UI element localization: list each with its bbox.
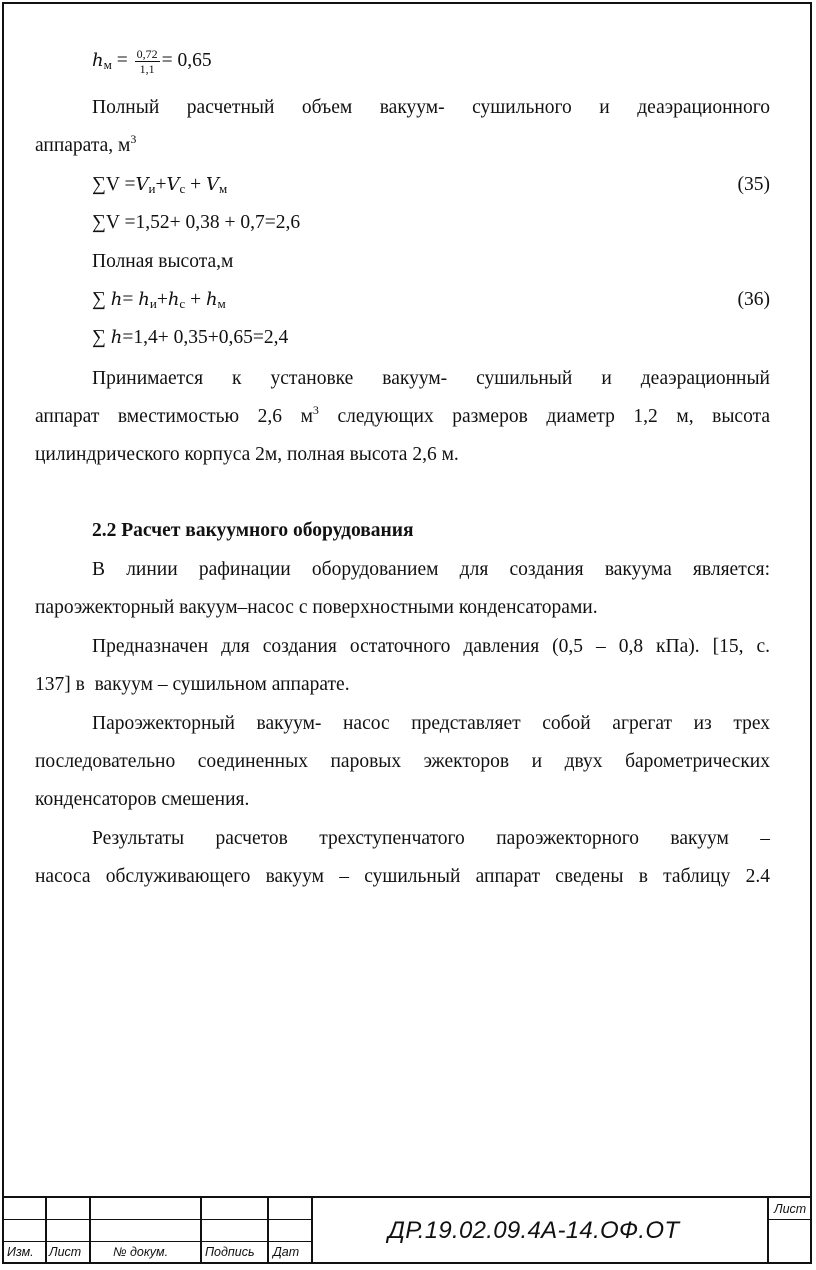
superscript: 3	[312, 403, 319, 417]
paragraph-line: Полный расчетный объем вакуум- сушильного и деаэрационного	[92, 97, 770, 118]
result: = 0,65	[161, 50, 212, 71]
paragraph-line: В линии рафинации оборудованием для создания вакуума является:	[92, 559, 770, 580]
column-divider	[267, 1196, 269, 1264]
equation-number: (35)	[737, 174, 770, 195]
title-block-top-border	[2, 1196, 812, 1198]
plus: +	[185, 174, 207, 195]
text: следующих размеров диаметр 1,2 м, высота	[318, 406, 770, 427]
subscript: и	[149, 296, 157, 311]
var-v: V	[166, 174, 180, 195]
label-sheet: Лист	[774, 1202, 807, 1216]
text: аппарата, м	[35, 135, 131, 156]
var-h: h	[110, 289, 123, 310]
paragraph-line: цилиндрического корпуса 2м, полная высота 2,6 м.	[35, 444, 459, 465]
plus: +	[185, 289, 206, 310]
denominator: 1,1	[139, 62, 155, 77]
paragraph-line: насоса обслуживающего вакуум – сушильный аппарат сведены в таблицу 2.4	[35, 866, 770, 887]
formula-hm	[92, 42, 770, 84]
plus: +	[156, 289, 168, 310]
heading-text: 2.2 Расчет вакуумного оборудования	[92, 520, 414, 541]
label-doc-number: № докум.	[113, 1245, 169, 1259]
subscript: м	[219, 181, 228, 196]
paragraph-line	[35, 127, 770, 165]
subscript: м	[217, 296, 226, 311]
paragraph-line: Пароэжекторный вакуум- насос представляет собой агрегат из трех	[92, 713, 770, 734]
var-h: h	[110, 327, 123, 348]
equation-35	[92, 166, 770, 208]
paragraph-line: Принимается к установке вакуум- сушильный и деаэрационный	[92, 368, 770, 389]
paragraph-line: последовательно соединенных паровых эжекторов и двух барометрических	[35, 751, 770, 772]
column-divider	[45, 1196, 47, 1264]
subscript: и	[148, 181, 156, 196]
title-block-row-line	[2, 1241, 312, 1242]
equation-36-calc	[92, 319, 770, 357]
sheet-cell-line	[767, 1219, 812, 1220]
var-v: V	[206, 174, 220, 195]
var-h: h	[92, 50, 104, 71]
superscript: 3	[130, 132, 137, 146]
var-h: h	[167, 289, 180, 310]
equation-36	[92, 281, 770, 323]
column-divider	[311, 1196, 313, 1264]
paragraph-line: пароэжекторный вакуум–насос с поверхностными конденсаторами.	[35, 597, 598, 618]
paragraph-line: Результаты расчетов трехступенчатого пароэжекторного вакуум –	[92, 828, 770, 849]
paragraph-line: Предназначен для создания остаточного давления (0,5 – 0,8 кПа). [15, с.	[92, 636, 770, 657]
label-signature: Подпись	[205, 1245, 255, 1259]
sum-symbol: ∑V =	[92, 174, 136, 195]
plus: +	[155, 174, 167, 195]
label-date: Дат	[273, 1245, 300, 1259]
equation-35-calc: ∑V =1,52+ 0,38 + 0,7=2,6	[92, 212, 301, 233]
document-code: ДР.19.02.09.4А-14.ОФ.ОТ	[388, 1217, 680, 1244]
numerator: 0,72	[136, 47, 158, 62]
paragraph-line: конденсаторов смешения.	[35, 789, 250, 810]
paragraph-line: 137] в вакуум – сушильном аппарате.	[35, 674, 350, 695]
column-divider	[200, 1196, 202, 1264]
equation-number: (36)	[737, 289, 770, 310]
section-heading	[92, 512, 770, 550]
height-label: Полная высота,м	[92, 251, 234, 272]
column-divider	[89, 1196, 91, 1264]
column-divider	[767, 1196, 769, 1264]
subscript: с	[179, 181, 186, 196]
subscript: с	[179, 296, 186, 311]
var-v: V	[135, 174, 149, 195]
paragraph-line	[35, 398, 770, 436]
sum-symbol: ∑	[92, 327, 111, 348]
text: аппарат вместимостью 2,6 м	[35, 406, 313, 427]
fraction	[135, 47, 160, 76]
calc-text: =1,4+ 0,35+0,65=2,4	[122, 327, 289, 348]
var-h: h	[205, 289, 218, 310]
equals-sign: =	[116, 50, 128, 71]
var-h: h	[138, 289, 150, 310]
sum-symbol: ∑	[92, 289, 111, 310]
sub-m: м	[103, 57, 112, 72]
label-izm: Изм.	[7, 1245, 34, 1259]
equals-sign: =	[122, 289, 139, 310]
label-list: Лист	[49, 1245, 82, 1259]
title-block-row-line	[2, 1219, 312, 1220]
